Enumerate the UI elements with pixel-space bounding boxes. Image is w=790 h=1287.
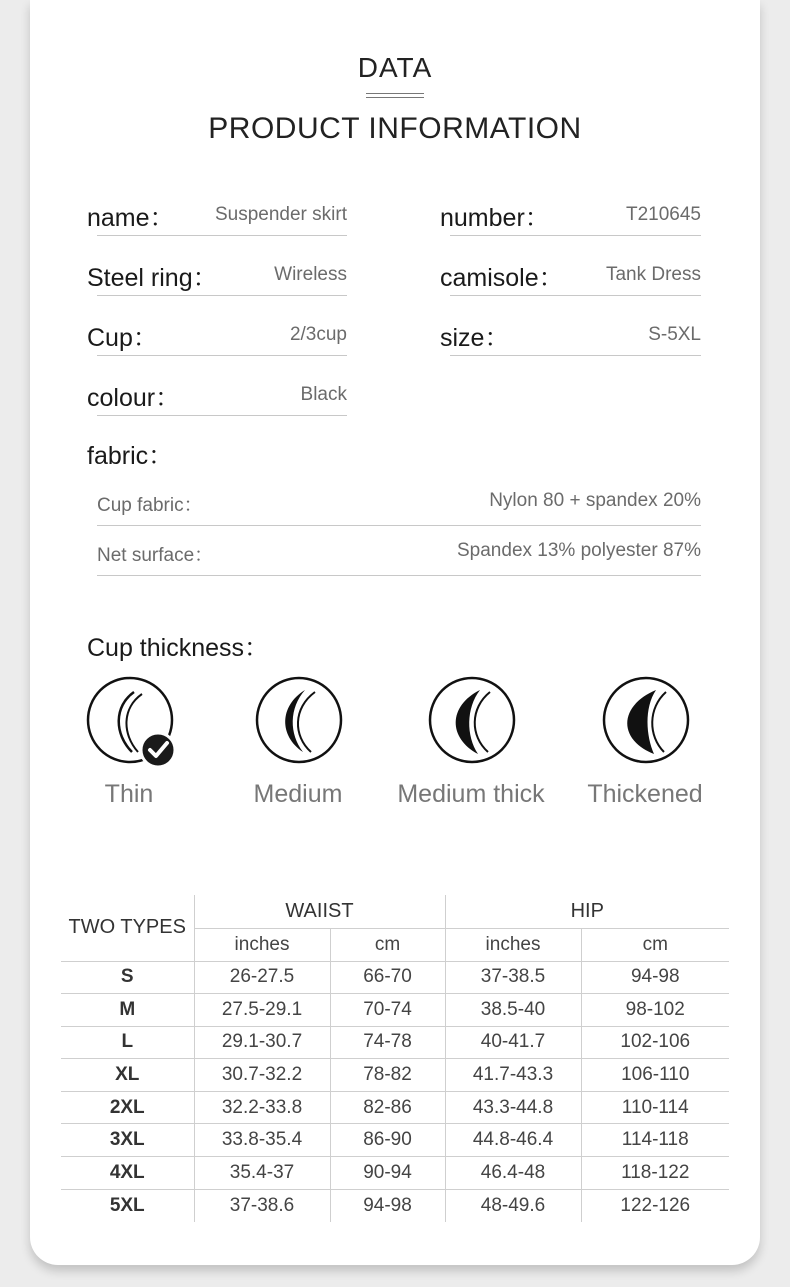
measurement-cell: 48-49.6 (445, 1189, 581, 1222)
cup-thickness-heading: Cup thickness： (87, 634, 270, 662)
size-cell: M (61, 994, 194, 1027)
fabric-heading: fabric： (87, 442, 174, 470)
field-value: 2/3cup (289, 324, 347, 345)
measurement-cell: 90-94 (330, 1157, 445, 1190)
field-name (87, 198, 347, 240)
table-row (61, 1091, 729, 1124)
size-cell: S (61, 961, 194, 994)
measurement-cell: 110-114 (581, 1091, 729, 1124)
table-row (61, 1157, 729, 1190)
field-label: number： (440, 204, 550, 232)
measurement-cell: 38.5-40 (445, 994, 581, 1027)
table-row (61, 1059, 729, 1092)
field-value: T210645 (625, 204, 701, 225)
check-badge-icon (141, 733, 175, 767)
cup-thin-icon (86, 676, 178, 768)
measurement-cell: 122-126 (581, 1189, 729, 1222)
table-corner-header: TWO TYPES (61, 895, 194, 961)
cup-thickened-icon (602, 676, 694, 768)
cup-option-thickened (560, 676, 730, 816)
size-cell: L (61, 1026, 194, 1059)
measurement-cell: 106-110 (581, 1059, 729, 1092)
measurement-cell: 37-38.5 (445, 961, 581, 994)
measurement-cell: 27.5-29.1 (194, 994, 330, 1027)
field-label: colour： (87, 384, 181, 412)
measurement-cell: 74-78 (330, 1026, 445, 1059)
fabric-label: Cup fabric： (97, 495, 203, 516)
field-value: Tank Dress (605, 264, 701, 285)
unit-header: inches (445, 928, 581, 961)
size-cell: 2XL (61, 1091, 194, 1124)
size-cell: 4XL (61, 1157, 194, 1190)
field-size (440, 318, 701, 360)
unit-header: inches (194, 928, 330, 961)
fabric-row (97, 536, 701, 576)
field-colour (87, 378, 347, 420)
measurement-cell: 66-70 (330, 961, 445, 994)
measurement-cell: 30.7-32.2 (194, 1059, 330, 1092)
field-steel-ring (87, 258, 347, 300)
measurement-cell: 41.7-43.3 (445, 1059, 581, 1092)
measurement-cell: 32.2-33.8 (194, 1091, 330, 1124)
field-value: S-5XL (648, 324, 701, 345)
table-row (61, 1189, 729, 1222)
fabric-value: Nylon 80 + spandex 20% (489, 490, 701, 511)
unit-header: cm (581, 928, 729, 961)
measurement-cell: 114-118 (581, 1124, 729, 1157)
measurement-cell: 29.1-30.7 (194, 1026, 330, 1059)
size-rows (61, 961, 729, 1222)
cup-label: Thin (104, 780, 154, 808)
cup-medium-thick-icon (428, 676, 520, 768)
field-label: Steel ring： (87, 264, 218, 292)
size-chart-table (61, 895, 729, 1222)
measurement-cell: 35.4-37 (194, 1157, 330, 1190)
title-divider (366, 93, 424, 94)
cup-option-medium (213, 676, 383, 816)
measurement-cell: 37-38.6 (194, 1189, 330, 1222)
measurement-cell: 44.8-46.4 (445, 1124, 581, 1157)
field-camisole (440, 258, 701, 300)
field-value: Wireless (274, 264, 347, 285)
table-row (61, 1026, 729, 1059)
field-value: Black (300, 384, 347, 405)
unit-header: cm (330, 928, 445, 961)
group-header-waist: WAIIST (194, 895, 445, 928)
size-cell: XL (61, 1059, 194, 1092)
size-cell: 5XL (61, 1189, 194, 1222)
measurement-cell: 94-98 (330, 1189, 445, 1222)
size-cell: 3XL (61, 1124, 194, 1157)
field-label: size： (440, 324, 510, 352)
measurement-cell: 94-98 (581, 961, 729, 994)
measurement-cell: 26-27.5 (194, 961, 330, 994)
page-title: DATA (357, 52, 433, 83)
title-divider (366, 97, 424, 98)
field-value: Suspender skirt (214, 204, 347, 225)
fabric-row (97, 486, 701, 526)
cup-medium-icon (255, 676, 347, 768)
field-label: Cup： (87, 324, 158, 352)
field-number (440, 198, 701, 240)
field-label: camisole： (440, 264, 564, 292)
field-label: name： (87, 204, 175, 232)
measurement-cell: 43.3-44.8 (445, 1091, 581, 1124)
page-subtitle: PRODUCT INFORMATION (208, 112, 582, 145)
fabric-label: Net surface： (97, 545, 214, 566)
cup-option-thin (44, 676, 214, 816)
group-header-hip: HIP (570, 899, 604, 922)
measurement-cell: 118-122 (581, 1157, 729, 1190)
table-row (61, 994, 729, 1027)
table-row (61, 1124, 729, 1157)
measurement-cell: 86-90 (330, 1124, 445, 1157)
measurement-cell: 78-82 (330, 1059, 445, 1092)
field-cup (87, 318, 347, 360)
cup-label: Medium (253, 780, 343, 808)
table-row (61, 961, 729, 994)
measurement-cell: 82-86 (330, 1091, 445, 1124)
measurement-cell: 33.8-35.4 (194, 1124, 330, 1157)
measurement-cell: 40-41.7 (445, 1026, 581, 1059)
measurement-cell: 70-74 (330, 994, 445, 1027)
measurement-cell: 46.4-48 (445, 1157, 581, 1190)
cup-label: Medium thick (397, 780, 545, 808)
measurement-cell: 102-106 (581, 1026, 729, 1059)
fabric-value: Spandex 13% polyester 87% (457, 540, 701, 561)
cup-option-medium-thick (386, 676, 556, 816)
measurement-cell: 98-102 (581, 994, 729, 1027)
cup-label: Thickened (587, 780, 703, 808)
